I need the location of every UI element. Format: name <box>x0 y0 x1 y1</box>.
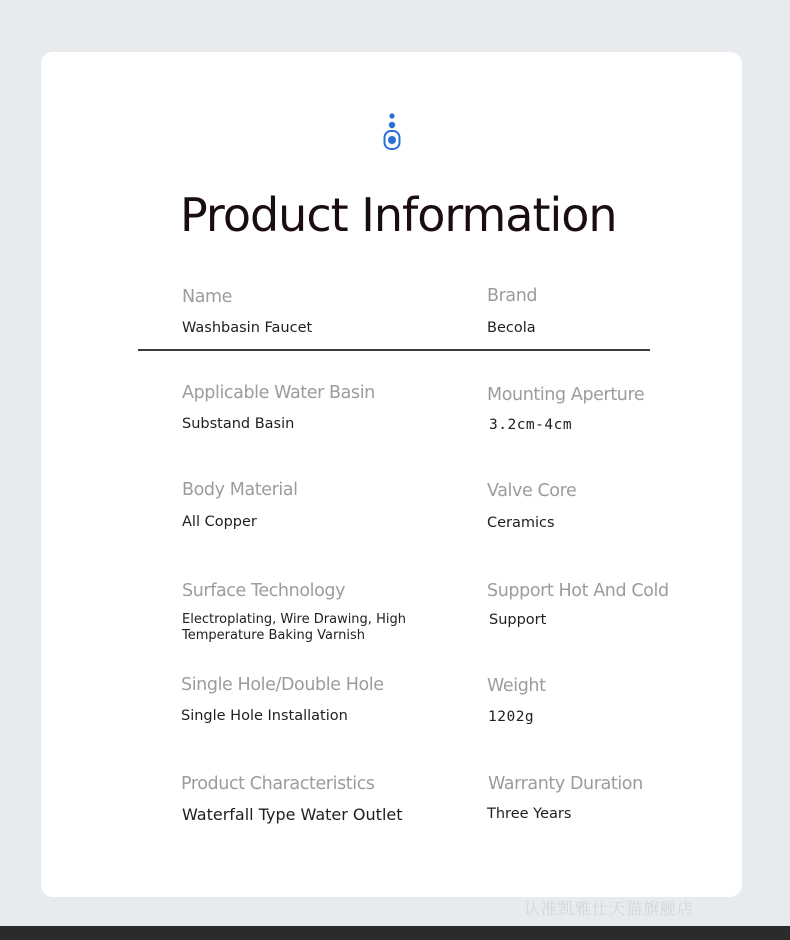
product-info-card <box>41 52 742 897</box>
spec-label-mounting-aperture: Mounting Aperture <box>487 385 645 405</box>
spec-label-name: Name <box>182 287 233 307</box>
spec-value-name: Washbasin Faucet <box>182 320 313 336</box>
spec-value-support-hot-and-cold: Support <box>489 612 547 628</box>
spec-label-weight: Weight <box>487 676 546 696</box>
spec-value-single-double-hole: Single Hole Installation <box>181 708 348 724</box>
spec-label-valve-core: Valve Core <box>487 481 577 501</box>
spec-value-product-characteristics: Waterfall Type Water Outlet <box>182 805 403 824</box>
page-title: Product Information <box>180 188 617 242</box>
spec-value-valve-core: Ceramics <box>487 515 555 531</box>
spec-label-applicable-water-basin: Applicable Water Basin <box>182 383 375 403</box>
spec-value-weight: 1202g <box>488 709 535 725</box>
spec-label-surface-technology: Surface Technology <box>182 581 346 601</box>
spec-label-warranty-duration: Warranty Duration <box>488 774 643 794</box>
faucet-drop-icon <box>381 112 403 152</box>
spec-value-mounting-aperture: 3.2cm-4cm <box>489 417 573 433</box>
footer-bar <box>0 926 790 940</box>
spec-label-brand: Brand <box>487 286 538 306</box>
spec-value-brand: Becola <box>487 320 536 336</box>
spec-label-product-characteristics: Product Characteristics <box>181 774 375 794</box>
spec-value-body-material: All Copper <box>182 514 257 530</box>
section-divider <box>138 349 650 351</box>
spec-value-surface-technology: Electroplating, Wire Drawing, High Temperature Baking Varnish <box>182 612 406 643</box>
spec-value-applicable-water-basin: Substand Basin <box>182 416 295 432</box>
store-watermark: 认准凯雅仕天猫旗舰店 <box>524 899 695 918</box>
spec-label-single-double-hole: Single Hole/Double Hole <box>181 675 384 695</box>
spec-label-support-hot-and-cold: Support Hot And Cold <box>487 581 669 601</box>
spec-label-body-material: Body Material <box>182 480 298 500</box>
spec-value-warranty-duration: Three Years <box>487 806 572 822</box>
